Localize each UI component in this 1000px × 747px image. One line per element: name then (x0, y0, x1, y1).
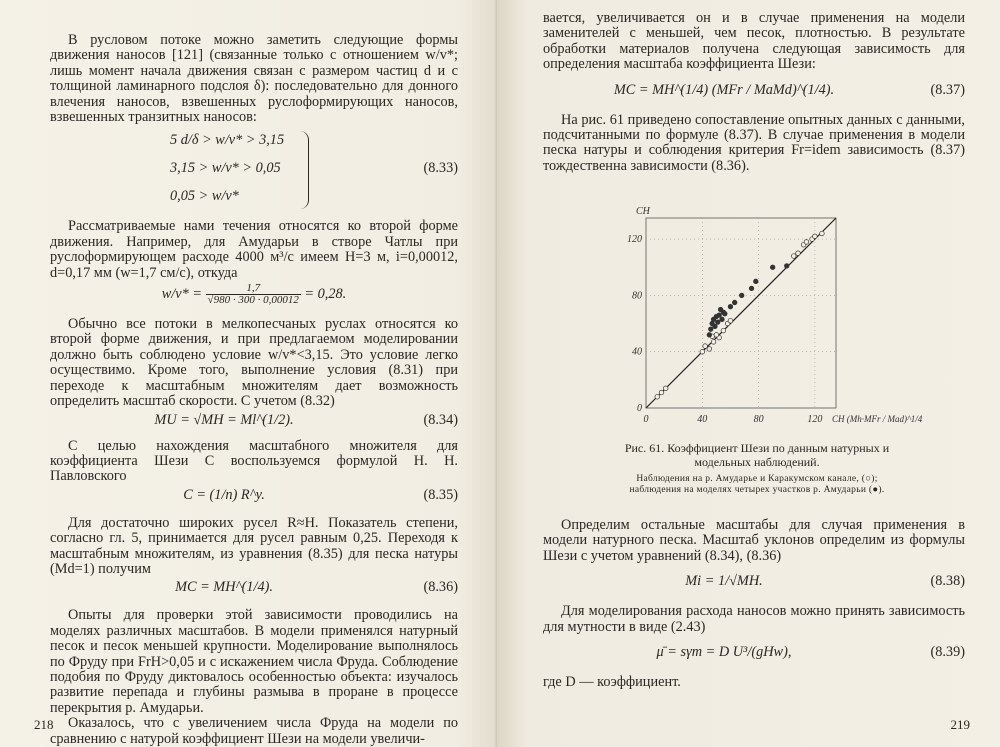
left-page (0, 0, 497, 747)
data-point-open (655, 394, 660, 399)
data-point-filled (739, 293, 744, 298)
page-number: 219 (950, 717, 970, 732)
data-point-filled (770, 265, 775, 270)
eq-line: 5 d/δ > w/v* > 3,15 (170, 132, 285, 149)
equation-8-37: MC = MH^(1/4) (MFr / MaMd)^(1/4). (8.37) (613, 81, 965, 98)
brace (300, 131, 309, 209)
data-point-filled (732, 300, 737, 305)
data-point-open (791, 254, 796, 259)
page-number: 218 (34, 717, 54, 732)
data-point-open (663, 386, 668, 391)
equation-number: (8.33) (423, 160, 458, 177)
x-tick-label: 40 (697, 414, 708, 425)
right-column (543, 11, 965, 174)
y-tick-label: 40 (632, 346, 642, 358)
data-point-open (813, 234, 818, 239)
paragraph: На рис. 61 приведено сопоставление опытных данных с данными, подсчитанными по формуле (8.37). В случае применения в модели песка натуры и соблюдения критерия Fr=idem зависимость (8.37) тождественна зависимости (8.36). (543, 111, 965, 174)
right-column-lower (543, 518, 965, 690)
data-point-filled (720, 317, 725, 322)
paragraph: Опыты для проверки этой зависимости проводились на моделях различных масштабов. В модели применялся натурный песок и песок меньшей крупности. Моделирование выполнялось по Фруду при FrH>0,05 и с искажением числа Фруда. Соблюдение подобия по Фруду диктовалось особенностью объекта: изучалось развитие перепада и глубины размыва в проране в процессе перекрытия р. Амударьи. (50, 607, 458, 716)
data-point-open (707, 347, 712, 352)
data-point-open (804, 240, 809, 245)
data-point-open (820, 231, 825, 236)
y-tick-label: 120 (627, 234, 642, 246)
data-point-open (721, 328, 726, 333)
data-point-open (659, 390, 664, 395)
equation-amudarya: w/v* = $\frac{1,7}{√980 \cdot 300 \cdot 0,00012}$ = 0,28. (161, 282, 347, 307)
paragraph: Оказалось, что с увеличением числа Фруда на модели по сравнению с натурой коэффициент Шези на модели увеличи- (50, 715, 458, 747)
fraction: $\frac{1,7}{√980 \cdot 300 \cdot 0,00012}$ (207, 282, 299, 307)
left-column (50, 33, 458, 747)
fit-line (646, 218, 836, 408)
equation-8-38: Mi = 1/√MH. (8.38) (685, 573, 965, 590)
y-tick-label: 0 (637, 403, 642, 414)
data-point-filled (723, 311, 728, 316)
paragraph: вается, увеличивается он и в случае применения на модели заменителей с меньшей, чем песок, плотностью. В результате обработки материалов получена следующая зависимость для определения масштаба коэффициента Шези: (543, 10, 965, 73)
x-axis-label: CH (Mh·MFr / Mad)^1/4 (832, 414, 923, 424)
figure-caption: Рис. 61. Коэффициент Шези по данным натурных и модельных наблюдений. (624, 441, 890, 469)
eq-rhs: = 0,28. (304, 285, 347, 302)
equation-8-39: μ̄ = sγт = D U³/(gHw), (8.39) (656, 644, 965, 661)
figure-note: Наблюдения на р. Амударье и Каракумском канале, (○); наблюдения на моделях четырех участков р. Амударьи (●). (629, 474, 885, 495)
equation-8-33 (50, 129, 458, 213)
data-point-filled (717, 313, 722, 318)
eq-lhs: w/v* (161, 285, 189, 302)
eq-line: 3,15 > w/v* > 0,05 (170, 160, 281, 177)
paragraph: Рассматриваемые нами течения относятся ко второй форме движения. Например, для Амударьи в створе Чатлы при руслоформирующем расходе 4000 м³/с имеем H=3 м, i=0,00012, d=0,17 мм (w=1,7 см/с), откуда (50, 218, 458, 281)
data-point-open (703, 344, 708, 349)
data-point-filled (753, 279, 758, 284)
figure-61-chart (622, 200, 923, 435)
paragraph: Обычно все потоки в мелкопесчаных руслах относятся ко второй форме движения, и при предлагаемом моделировании должно быть соблюдено условие w/v*<3,15. Это условие легко осуществимо. Кроме того, выполнение условия (8.31) при переходе к масштабным множителям дает возможность определить масштаб скорости. С учетом (8.32) (50, 316, 458, 410)
y-tick-label: 80 (632, 290, 642, 302)
x-tick-label: 120 (807, 414, 823, 425)
paragraph: В русловом потоке можно заметить следующие формы движения наносов [121] (связанные только с отношением w/v*; лишь момент начала движения связан с размером частиц d и с толщиной ламинарного подслоя δ): последовательно для донного влечения наносов, взвешенных руслоформирующих наносов, взвешенных транзитных наносов: (50, 32, 458, 126)
data-point-filled (749, 286, 754, 291)
data-point-open (728, 318, 733, 323)
equation-8-35: C = (1/n) R^y. (8.35) (183, 486, 458, 503)
x-tick-label: 0 (643, 414, 649, 425)
data-point-filled (708, 327, 713, 332)
data-point-filled (707, 333, 712, 338)
data-point-open (700, 349, 705, 354)
paragraph: С целью нахождения масштабного множителя для коэффициента Шези C воспользуемся формулой Н. Н. Павловского (50, 437, 458, 485)
data-point-open (714, 333, 719, 338)
paragraph: где D — коэффициент. (543, 674, 681, 691)
figure-caption-block (617, 441, 897, 496)
x-tick-label: 80 (753, 414, 764, 425)
data-point-filled (784, 264, 789, 269)
data-point-open (711, 340, 716, 345)
data-point-filled (728, 304, 733, 309)
paragraph: Для достаточно широких русел R≈H. Показатель степени, согласно гл. 5, принимается для русел равным 0,25. Переходя к масштабным множителям, из уравнения (8.35) для песка натуры (Md=1) получим (50, 514, 458, 577)
y-axis-label: CH (636, 206, 650, 217)
paragraph: Определим остальные масштабы для случая применения в модели натурного песка. Масштаб уклонов определим из формулы Шези с учетом уравнений (8.34), (8.36) (543, 517, 965, 564)
equation-8-36: MC = MH^(1/4). (8.36) (175, 579, 458, 596)
data-point-filled (713, 324, 718, 329)
data-point-filled (715, 320, 720, 325)
eq-line: 0,05 > w/v* (170, 188, 239, 205)
paragraph: Для моделирования расхода наносов можно принять зависимость для мутности в виде (2.43) (543, 603, 965, 635)
equation-8-34: MU = √MH = Ml^(1/2). (8.34) (154, 411, 458, 428)
data-point-open (796, 251, 801, 256)
right-page (497, 0, 1000, 747)
